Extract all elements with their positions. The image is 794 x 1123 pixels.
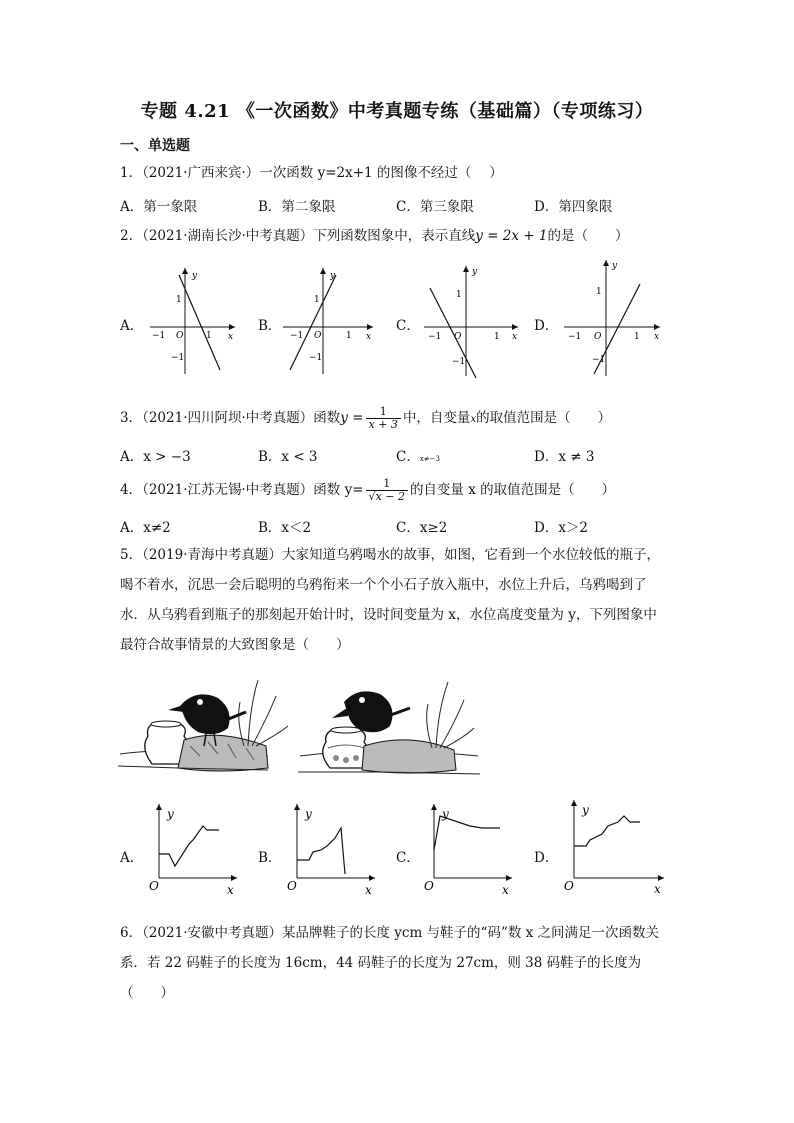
q5b-y-label: y	[305, 807, 312, 821]
q4-stem-text: 4．（2021·江苏无锡·中考真题）函数 y=	[120, 482, 364, 498]
q1-option-a[interactable]: A．第一象限	[120, 199, 198, 215]
q2d-tick: −1	[568, 332, 582, 342]
q2a-x-label: x	[228, 332, 234, 342]
q1-stem: 1．（2021·广西来宾·）一次函数 y=2x+1 的图像不经过（ ）	[120, 165, 503, 181]
q5-graph-b[interactable]	[283, 800, 383, 896]
q5a-origin: O	[149, 879, 159, 893]
q5b-origin: O	[287, 879, 297, 893]
q5-label-c[interactable]: C．	[396, 850, 420, 866]
q2c-tick: 1	[494, 332, 500, 342]
q2b-origin: O	[314, 331, 322, 341]
q4-option-a[interactable]: A．x≠2	[120, 520, 171, 536]
q4-fraction	[366, 478, 408, 503]
q5a-x-label: x	[227, 883, 234, 896]
q3-fraction	[366, 406, 401, 431]
q5c-origin: O	[424, 879, 434, 893]
q2c-origin: O	[454, 332, 462, 342]
q2-label-c[interactable]: C．	[396, 318, 420, 334]
q3-numerator: 1	[366, 406, 401, 419]
q2a-y-label: y	[192, 271, 198, 281]
q3-option-c-label: C．	[396, 449, 420, 465]
q2a-tick: −1	[171, 353, 185, 363]
q5-graph-a[interactable]	[145, 800, 245, 896]
q6-line: 系．若 22 码鞋子的长度为 16cm，44 码鞋子的长度为 27cm，则 38 码鞋子的长度为	[120, 955, 642, 971]
q2-equation: y = 2x + 1	[475, 228, 548, 244]
q2-graph-c[interactable]	[416, 262, 526, 382]
q1-option-b[interactable]: B．第二象限	[258, 199, 336, 215]
q5-label-d[interactable]: D．	[534, 850, 559, 866]
q2a-tick: 1	[206, 331, 212, 341]
q3-denominator: x + 3	[368, 418, 398, 431]
q2b-tick: 1	[346, 331, 352, 341]
q5-graph-d[interactable]	[560, 796, 672, 896]
q2a-origin: O	[176, 331, 184, 341]
q2-label-b[interactable]: B．	[258, 318, 282, 334]
q2c-y-label: y	[472, 267, 478, 277]
q1-option-d[interactable]: D．第四象限	[534, 199, 613, 215]
q6-stem	[120, 918, 680, 1008]
q5a-y-label: y	[167, 807, 174, 821]
q5-label-b[interactable]: B．	[258, 850, 282, 866]
q4-option-d[interactable]: D．x＞2	[534, 520, 589, 536]
q3-var: x	[470, 414, 477, 425]
q2d-origin: O	[594, 332, 602, 342]
q2-stem-text: 2．（2021·湖南长沙·中考真题）下列函数图象中，表示直线	[120, 228, 476, 244]
q2c-x-label: x	[512, 332, 518, 342]
q2-graph-a[interactable]	[140, 262, 240, 382]
q4-stem-end: 的自变量 x 的取值范围是（ ）	[409, 482, 616, 498]
q2-stem-end: 的是（ ）	[547, 228, 629, 244]
q5c-y-label: y	[442, 807, 449, 821]
q2b-y-label: y	[330, 271, 336, 281]
q2c-tick: −1	[428, 332, 442, 342]
q2d-tick: 1	[634, 332, 640, 342]
q3-stem-text: 3．（2021·四川阿坝·中考真题）函数	[120, 410, 341, 426]
q4-denominator: √x − 2	[368, 490, 405, 503]
q4-option-c[interactable]: C．x≥2	[396, 520, 448, 536]
q2-label-d[interactable]: D．	[534, 318, 559, 334]
q3-option-a[interactable]: A．x > −3	[120, 449, 191, 465]
q2d-y-label: y	[612, 261, 618, 271]
q2d-tick: 1	[596, 287, 602, 297]
q2a-tick: −1	[152, 331, 166, 341]
q3-stem	[120, 406, 611, 431]
q2-label-a[interactable]: A．	[120, 318, 144, 334]
q2d-x-label: x	[654, 332, 660, 342]
q5-line: 5．（2019·青海中考真题）大家知道乌鸦喝水的故事，如图，它看到一个水位较低的瓶子，	[120, 547, 660, 563]
q2b-x-label: x	[366, 332, 372, 342]
crow-illustration	[118, 676, 480, 778]
q3-option-c-text: x≠−3	[419, 455, 440, 463]
q2c-tick: −1	[452, 357, 466, 367]
q4-stem	[120, 478, 615, 503]
q5c-x-label: x	[502, 883, 509, 896]
q5-line: 最符合故事情景的大致图象是（ ）	[120, 637, 350, 653]
crow-scene-left	[118, 680, 288, 771]
q3-y: y =	[340, 410, 364, 426]
q4-option-b[interactable]: B．x＜2	[258, 520, 312, 536]
q6-line: 6．（2021·安徽中考真题）某品牌鞋子的长度 ycm 与鞋子的“码”数 x 之间满足一次函数关	[120, 925, 660, 941]
q6-line: （ ）	[120, 985, 174, 1001]
q4-numerator: 1	[366, 478, 408, 491]
q5-line: 喝不着水，沉思一会后聪明的乌鸦衔来一个个小石子放入瓶中，水位上升后，乌鸦喝到了	[120, 577, 647, 593]
page-title: 专题 4.21 《一次函数》中考真题专练（基础篇）（专项练习）	[140, 101, 654, 122]
section-heading: 一、单选题	[120, 138, 190, 154]
q3-option-c[interactable]	[396, 445, 440, 465]
q1-option-c[interactable]: C．第三象限	[396, 199, 474, 215]
q2d-tick: −1	[592, 355, 606, 365]
q5-line: 水．从乌鸦看到瓶子的那刻起开始计时，设时间变量为 x，水位高度变量为 y，下列图象中	[120, 607, 657, 623]
q2c-tick: 1	[456, 290, 462, 300]
q2a-tick: 1	[176, 295, 182, 305]
q2-graph-d[interactable]	[556, 256, 666, 382]
q2-stem	[120, 226, 629, 246]
q2b-tick: −1	[309, 353, 323, 363]
q2b-tick: −1	[290, 331, 304, 341]
crow-scene-right	[298, 682, 480, 774]
q3-option-b[interactable]: B．x < 3	[258, 449, 318, 465]
q5-label-a[interactable]: A．	[120, 850, 144, 866]
q2-graph-b[interactable]	[278, 262, 378, 382]
q3-option-d[interactable]: D．x ≠ 3	[534, 449, 595, 465]
q5d-x-label: x	[654, 882, 661, 896]
q5d-y-label: y	[582, 803, 589, 817]
q3-stem-mid: 中，自变量	[402, 410, 471, 426]
q5b-x-label: x	[365, 883, 372, 896]
q5-stem	[120, 540, 680, 660]
q2b-tick: 1	[314, 295, 320, 305]
q5-graph-c[interactable]	[420, 800, 520, 896]
q3-stem-end: 的取值范围是（ ）	[476, 410, 612, 426]
q5d-origin: O	[564, 879, 574, 893]
